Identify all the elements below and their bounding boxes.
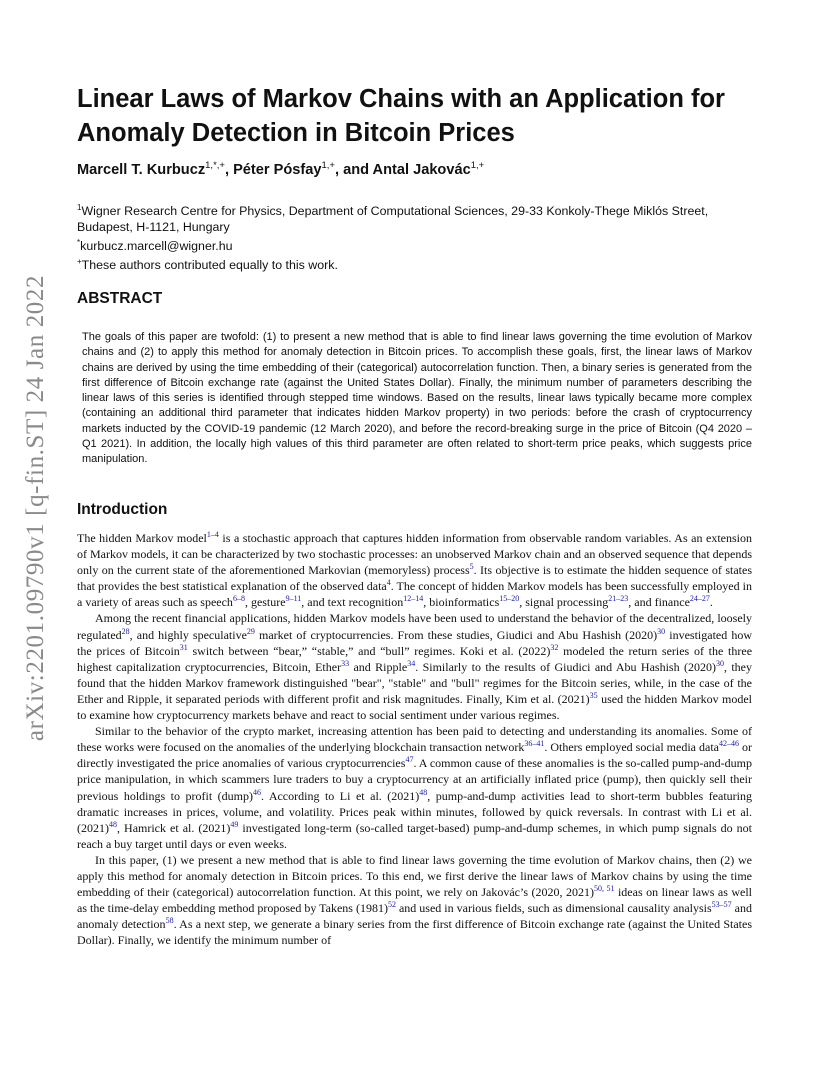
paragraph-text: ideas on linear laws as well as the time-delay embedding method proposed by Takens (1981): [77, 885, 753, 916]
paragraph-text: Similar to the behavior of the crypto market, increasing attention has been paid to detecting and understanding its anomalies. Some of these works were focused on the anomalies of the underlying blockchain transaction network: [77, 724, 752, 755]
paragraph-text: , signal processing: [519, 595, 609, 610]
paragraph-text: , and finance: [628, 595, 690, 610]
citation-link[interactable]: 21–23: [608, 594, 629, 604]
citation-link[interactable]: 46: [252, 787, 261, 797]
paragraph-text: . Others employed social media data: [544, 740, 719, 755]
introduction-heading: Introduction: [77, 501, 168, 518]
paragraph-text: In this paper, (1) we present a new method that is able to find linear laws governing the time evolution of Markov chains, then (2) we apply this method for anomaly detection in Bitcoin prices. To this end, we first derive the linear laws of Markov chains by using the time embedding of their (categorical) autocorrelation function. At this point, we rely on Jakovác’s (2020, 2021): [77, 852, 752, 900]
author-name: Antal Jakovác: [372, 161, 471, 178]
paragraph-text: The hidden Markov model: [77, 531, 207, 545]
paragraph-text: . A common cause of these anomalies is the so-called pump-and-dump price manipulation, in which scammers lure traders to buy a cryptocurrency at an artificially inflated price (pump), then quickly sell their previous holdings to profit (dump): [77, 756, 752, 803]
paragraph-text: , gesture: [244, 595, 286, 610]
author-name: Péter Pósfay: [233, 161, 322, 178]
citation-link[interactable]: 9–11: [285, 594, 302, 604]
citation-link[interactable]: 49: [230, 819, 239, 829]
citation-link[interactable]: 33: [341, 658, 350, 668]
paragraph-text: . As a next step, we generate a binary series from the first difference of Bitcoin exchange rate (against the United States Dollar). Finally, we identify the minimum number of: [77, 917, 753, 948]
citation-link[interactable]: 15–20: [499, 594, 520, 604]
paragraph-text: Among the recent financial applications, hidden Markov models have been used to understand the behavior of the decentralized, loosely regulated: [77, 611, 752, 642]
citation-link[interactable]: 48: [109, 819, 117, 829]
citation-link[interactable]: 5: [469, 562, 474, 572]
citation-link[interactable]: 35: [589, 690, 598, 700]
citation-link[interactable]: 34: [407, 658, 416, 668]
citation-link[interactable]: 1–4: [206, 530, 219, 539]
citation-link[interactable]: 53–57: [711, 900, 732, 910]
citation-link[interactable]: 36–41: [524, 739, 545, 749]
author-affiliation-mark: 1,*,+: [205, 160, 225, 171]
author-separator: , and: [334, 161, 373, 178]
affiliation-text: Wigner Research Centre for Physics, Department of Computational Sciences, 29-33 Konkoly-Thege Miklós Street, Budapest, H-1121, Hungary: [77, 204, 709, 235]
abstract-text: The goals of this paper are twofold: (1) to present a new method that is able to find linear laws governing the time evolution of Markov chains and (2) to apply this method for anomaly detection in Bitcoin prices. To accomplish these goals, first, the linear laws of Markov chains are derived by using the time embedding of their (categorical) autocorrelation function. Then, a binary series is generated from the first difference of Bitcoin exchange rate (against the United States Dollar). Finally, the minimum number of parameters describing the linear laws of this series is identified through stepped time windows. Based on the results, linear laws typically became more complex (containing an additional third parameter that indicates hidden Markov property) in two periods: before the crash of cryptocurrency markets inducted by the COVID-19 pandemic (12 March 2020), and before the record-breaking surge in the price of Bitcoin (Q4 2020 – Q1 2021). In addition, the locally high values of this third parameter are often related to short-term price peaks, which suggests price manipulation.: [82, 331, 752, 466]
citation-link[interactable]: 6–8: [232, 594, 245, 604]
introduction-body: [77, 530, 752, 948]
paragraph-text: , and highly speculative: [129, 627, 247, 642]
paragraph-text: used the hidden Markov model to examine how cryptocurrency markets behave and react to social sentiment under various regimes.: [77, 691, 752, 723]
paragraph-text: . The concept of hidden Markov models has been successfully employed in a variety of areas such as speech: [77, 579, 752, 610]
paragraph-text: and Ripple: [349, 659, 408, 674]
intro-paragraph: [77, 852, 752, 949]
arxiv-sidebar: [18, 274, 54, 742]
paragraph-text: investigated how the prices of Bitcoin: [77, 627, 752, 658]
intro-paragraph: [77, 530, 752, 610]
author-affiliation-mark: 1,+: [321, 160, 335, 171]
paragraph-text: or directly investigated the price anomalies of various cryptocurrencies: [77, 740, 753, 771]
paragraph-text: , bioinformatics: [423, 595, 500, 610]
author-name: Marcell T. Kurbucz: [77, 161, 206, 178]
equal-contribution-text: These authors contributed equally to this work.: [81, 258, 338, 273]
paragraph-text: . According to Li et al. (2021): [260, 788, 420, 803]
affiliation-line: [77, 200, 757, 235]
correspondence-mark: *: [77, 238, 81, 248]
paragraph-text: and used in various fields, such as dimensional causality analysis: [395, 901, 712, 916]
paper-title: Linear Laws of Markov Chains with an Application for Anomaly Detection in Bitcoin Prices: [77, 85, 725, 147]
affiliations: [77, 200, 757, 273]
citation-link[interactable]: 31: [179, 642, 188, 652]
citation-link[interactable]: 48: [419, 787, 428, 797]
correspondence-line: [77, 235, 757, 254]
citation-link[interactable]: 58: [165, 916, 174, 926]
correspondence-email: kurbucz.marcell@wigner.hu: [80, 239, 233, 254]
author-separator: ,: [224, 161, 234, 178]
paragraph-text: modeled the return series of the three highest capitalization cryptocurrencies, Bitcoin, Ether: [77, 643, 753, 674]
citation-link[interactable]: 30: [657, 626, 666, 636]
paragraph-text: . Similarly to the results of Giudici and Abu Hashish (2020): [415, 659, 716, 674]
paragraph-text: .: [709, 595, 713, 610]
citation-link[interactable]: 28: [121, 626, 130, 636]
equal-contribution-line: [77, 254, 757, 273]
paragraph-text: , they found that the hidden Markov framework distinguished "bear", "stable" and "bull" regimes for the Bitcoin series, while, in the case of the Ether and Ripple, it separated periods with different profit and risk magnitudes. Finally, Kim et al. (2021): [77, 659, 752, 706]
paragraph-text: , Hamrick et al. (2021): [117, 820, 231, 835]
paragraph-text: and anomaly detection: [77, 901, 752, 932]
citation-link[interactable]: 12–14: [403, 594, 424, 604]
paragraph-text: , and text recognition: [301, 595, 404, 610]
citation-link[interactable]: 42–46: [719, 739, 739, 749]
abstract-heading: ABSTRACT: [77, 290, 163, 307]
citation-link[interactable]: 4: [386, 578, 391, 588]
paragraph-text: switch between “bear,” “stable,” and “bull” regimes. Koki et al. (2022): [187, 643, 551, 658]
citation-link[interactable]: 24–27: [689, 594, 710, 604]
paragraph-text: investigated long-term (so-called target-based) pump-and-dump schemes, in which pump signals do not reach a buy target until days or even weeks.: [77, 820, 752, 851]
intro-paragraph: [77, 723, 752, 852]
citation-link[interactable]: 47: [405, 755, 414, 765]
paragraph-text: market of cryptocurrencies. From these studies, Giudici and Abu Hashish (2020): [254, 627, 658, 642]
citation-link[interactable]: 29: [246, 626, 255, 636]
intro-paragraph: [77, 610, 752, 723]
equal-contribution-mark: +: [77, 257, 82, 267]
affiliation-mark: 1: [77, 203, 82, 212]
author-affiliation-mark: 1,+: [470, 160, 485, 171]
citation-link[interactable]: 50, 51: [593, 884, 615, 894]
citation-link[interactable]: 32: [550, 642, 559, 652]
citation-link[interactable]: 30: [715, 658, 724, 668]
citation-link[interactable]: 52: [387, 900, 396, 910]
paragraph-text: , pump-and-dump activities lead to short-term bubbles featuring dramatic increases in prices, volume, and volatility. Prices peak within minutes, followed by quick reversals. In contrast with Li et al. (2021): [77, 788, 753, 835]
paragraph-text: . Its objective is to estimate the hidden sequence of states that provides the best statistical explanation of the observed data: [77, 563, 752, 594]
paragraph-text: is a stochastic approach that captures hidden information from observable random variables. As an extension of Markov models, it can be characterized by two stochastic processes: an unobserved Markov chain and an observed sequence that depends only on the current state of the aforementioned Markovian (memoryless) process: [77, 531, 752, 578]
author-list: [77, 160, 484, 178]
arxiv-identifier: arXiv:2201.09790v1 [q-fin.ST] 24 Jan 2022: [22, 274, 49, 742]
